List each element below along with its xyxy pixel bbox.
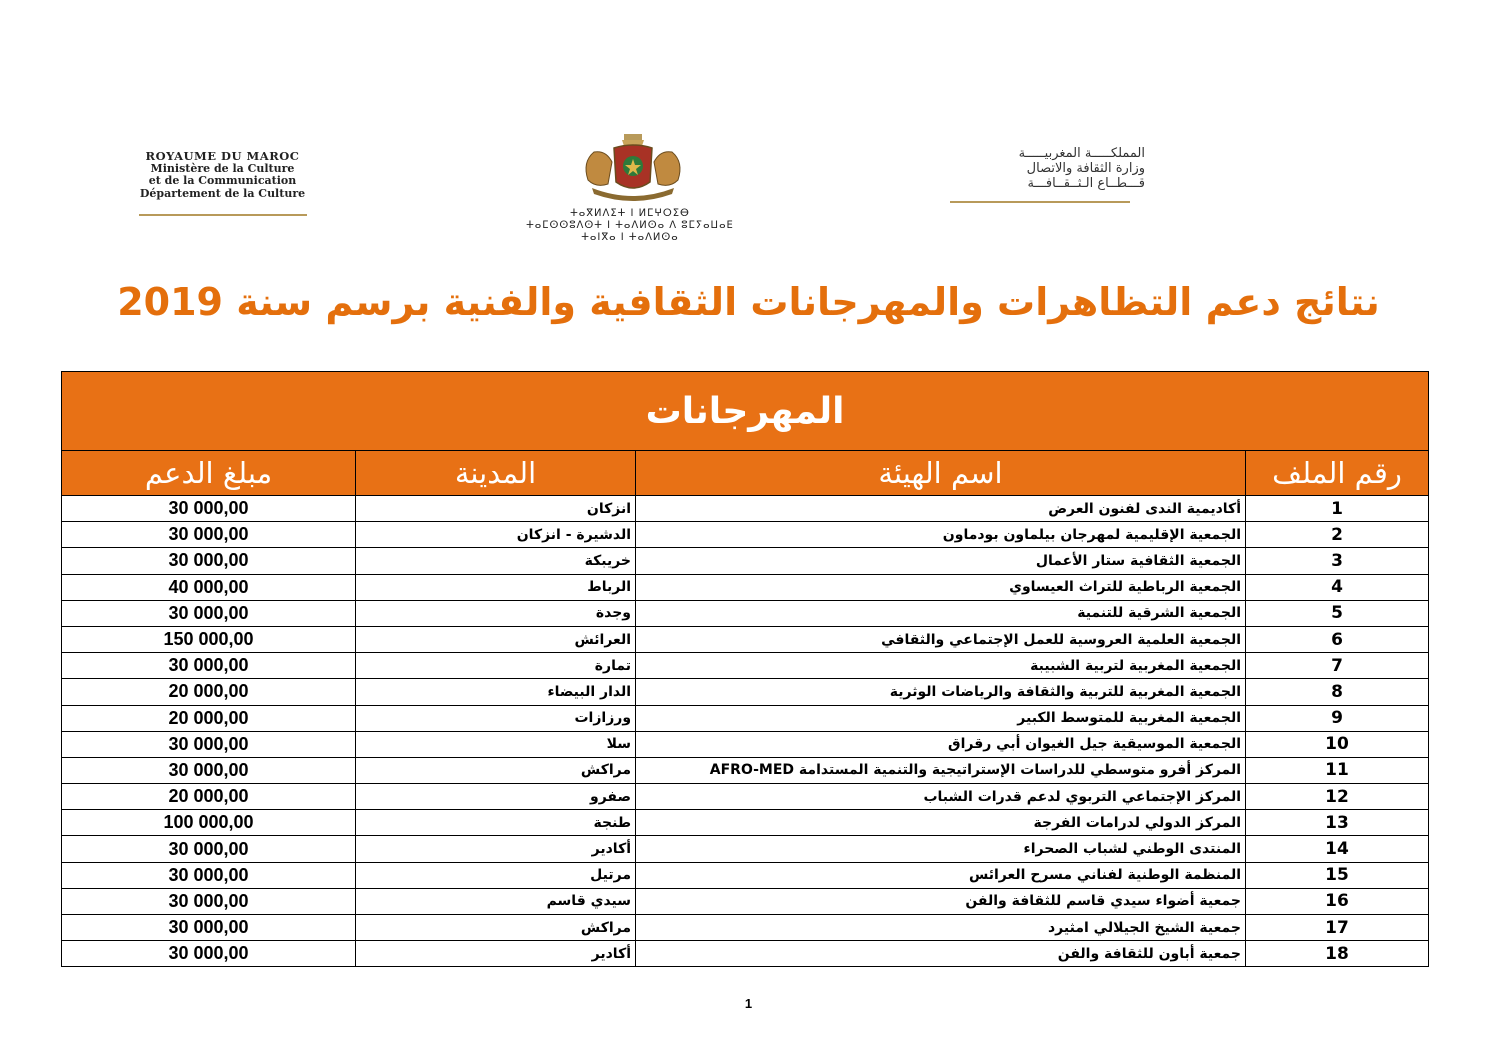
- letterhead-french: [110, 150, 335, 216]
- table-row: [62, 705, 1429, 731]
- tifinagh-line-2: ⵜⴰⵎⵙⵙⵓⴷⵙⵜ ⵏ ⵜⴰⴷⵍⵙⴰ ⴷ ⵓⵎⵢⴰⵡⴰⴹ: [526, 220, 734, 231]
- city-cell: مراكش: [356, 915, 636, 941]
- amount-cell: 30 000,00: [62, 522, 356, 548]
- file-number-cell: 14: [1246, 836, 1429, 862]
- file-number-cell: 5: [1246, 600, 1429, 626]
- organization-cell: المركز الإجتماعي التربوي لدعم قدرات الشباب: [636, 784, 1246, 810]
- amount-cell: 100 000,00: [62, 810, 356, 836]
- file-number-cell: 9: [1246, 705, 1429, 731]
- amount-cell: 30 000,00: [62, 757, 356, 783]
- organization-cell: جمعية أباون للثقافة والفن: [636, 941, 1246, 967]
- organization-cell: الجمعية المغربية للمتوسط الكبير: [636, 705, 1246, 731]
- organization-cell: الجمعية الإقليمية لمهرجان بيلماون بودماون: [636, 522, 1246, 548]
- page-number: 1: [744, 996, 753, 1011]
- letterhead-ar-line-2: وزارة الثقافة والاتصال: [1026, 161, 1145, 176]
- table-row: [62, 548, 1429, 574]
- festivals-table: [61, 371, 1429, 967]
- amount-cell: 40 000,00: [62, 574, 356, 600]
- file-number-cell: 8: [1246, 679, 1429, 705]
- table-row: [62, 653, 1429, 679]
- moroccan-coat-of-arms-icon: [572, 132, 694, 204]
- letterhead-fr-line-4: Département de la Culture: [139, 186, 306, 200]
- city-cell: صفرو: [356, 784, 636, 810]
- table-row: [62, 574, 1429, 600]
- amount-cell: 30 000,00: [62, 915, 356, 941]
- file-number-cell: 17: [1246, 915, 1429, 941]
- amount-cell: 30 000,00: [62, 600, 356, 626]
- table-row: [62, 600, 1429, 626]
- table-body: [62, 496, 1429, 967]
- organization-cell: الجمعية الشرقية للتنمية: [636, 600, 1246, 626]
- amount-cell: 30 000,00: [62, 548, 356, 574]
- table-row: [62, 496, 1429, 522]
- amount-cell: 30 000,00: [62, 862, 356, 888]
- file-number-cell: 4: [1246, 574, 1429, 600]
- table-row: [62, 757, 1429, 783]
- amount-cell: 20 000,00: [62, 679, 356, 705]
- organization-cell: جمعية أضواء سيدي قاسم للثقافة والفن: [636, 888, 1246, 914]
- city-cell: أكادير: [356, 941, 636, 967]
- city-cell: الرباط: [356, 574, 636, 600]
- letterhead-ar-divider: [950, 201, 1130, 203]
- organization-cell: الجمعية المغربية لتربية الشبيبة: [636, 653, 1246, 679]
- city-cell: ورزازات: [356, 705, 636, 731]
- file-number-cell: 13: [1246, 810, 1429, 836]
- file-number-cell: 11: [1246, 757, 1429, 783]
- file-number-cell: 18: [1246, 941, 1429, 967]
- city-cell: طنجة: [356, 810, 636, 836]
- file-number-cell: 1: [1246, 496, 1429, 522]
- page-title: نتائج دعم التظاهرات والمهرجانات الثقافية والفنية برسم سنة 2019: [117, 280, 1380, 324]
- amount-cell: 20 000,00: [62, 784, 356, 810]
- amount-cell: 30 000,00: [62, 941, 356, 967]
- file-number-cell: 7: [1246, 653, 1429, 679]
- letterhead-ar-line-1: المملكـــــة المغربيـــــة: [1018, 146, 1145, 161]
- file-number-cell: 2: [1246, 522, 1429, 548]
- table-row: [62, 626, 1429, 652]
- city-cell: خريبكة: [356, 548, 636, 574]
- city-cell: مراكش: [356, 757, 636, 783]
- column-header-organization: اسم الهيئة: [636, 451, 1246, 496]
- city-cell: العرائش: [356, 626, 636, 652]
- city-cell: سلا: [356, 731, 636, 757]
- amount-cell: 30 000,00: [62, 836, 356, 862]
- table-row: [62, 784, 1429, 810]
- tifinagh-line-3: ⵜⴰⵏⴳⴰ ⵏ ⵜⴰⴷⵍⵙⴰ: [581, 232, 679, 243]
- organization-cell: المنتدى الوطني لشباب الصحراء: [636, 836, 1246, 862]
- letterhead-tifinagh: [510, 208, 750, 244]
- file-number-cell: 6: [1246, 626, 1429, 652]
- organization-cell: الجمعية العلمية العروسية للعمل الإجتماعي والثقافي: [636, 626, 1246, 652]
- amount-cell: 30 000,00: [62, 731, 356, 757]
- city-cell: الدشيرة - انزكان: [356, 522, 636, 548]
- table-row: [62, 888, 1429, 914]
- organization-cell: المنظمة الوطنية لفناني مسرح العرائس: [636, 862, 1246, 888]
- city-cell: مرتيل: [356, 862, 636, 888]
- table-row: [62, 522, 1429, 548]
- city-cell: سيدي قاسم: [356, 888, 636, 914]
- letterhead-ar-line-3: قـــطــاع الـثــقــافـــة: [1027, 176, 1145, 191]
- table-row: [62, 679, 1429, 705]
- column-header-file-number: رقم الملف: [1246, 451, 1429, 496]
- amount-cell: 30 000,00: [62, 496, 356, 522]
- letterhead-fr-line-2: Ministère de la Culture: [150, 161, 295, 175]
- amount-cell: 20 000,00: [62, 705, 356, 731]
- table-row: [62, 862, 1429, 888]
- organization-cell: الجمعية الثقافية ستار الأعمال: [636, 548, 1246, 574]
- letterhead-arabic: [940, 146, 1145, 203]
- column-header-city: المدينة: [356, 451, 636, 496]
- letterhead-fr-divider: [139, 214, 307, 216]
- organization-cell: جمعية الشيخ الجيلالي امثيرد: [636, 915, 1246, 941]
- table-row: [62, 941, 1429, 967]
- organization-cell: المركز أفرو متوسطي للدراسات الإستراتيجية والتنمية المستدامة AFRO-MED: [636, 757, 1246, 783]
- table-row: [62, 810, 1429, 836]
- file-number-cell: 16: [1246, 888, 1429, 914]
- section-title: المهرجانات: [62, 372, 1429, 451]
- file-number-cell: 3: [1246, 548, 1429, 574]
- file-number-cell: 10: [1246, 731, 1429, 757]
- city-cell: الدار البيضاء: [356, 679, 636, 705]
- city-cell: تمارة: [356, 653, 636, 679]
- city-cell: انزكان: [356, 496, 636, 522]
- letterhead-fr-line-3: et de la Communication: [148, 174, 297, 187]
- column-header-amount: مبلغ الدعم: [62, 451, 356, 496]
- organization-cell: أكاديمية الندى لفنون العرض: [636, 496, 1246, 522]
- table-row: [62, 915, 1429, 941]
- table-row: [62, 731, 1429, 757]
- letterhead: [0, 130, 1497, 250]
- organization-cell: الجمعية المغربية للتربية والثقافة والرياضات الوثرية: [636, 679, 1246, 705]
- tifinagh-line-1: ⵜⴰⴳⵍⴷⵉⵜ ⵏ ⵍⵎⵖⵔⵉⴱ: [570, 208, 690, 219]
- organization-cell: الجمعية الرباطية للتراث العيساوي: [636, 574, 1246, 600]
- file-number-cell: 15: [1246, 862, 1429, 888]
- amount-cell: 30 000,00: [62, 653, 356, 679]
- city-cell: أكادير: [356, 836, 636, 862]
- amount-cell: 150 000,00: [62, 626, 356, 652]
- amount-cell: 30 000,00: [62, 888, 356, 914]
- city-cell: وجدة: [356, 600, 636, 626]
- organization-cell: الجمعية الموسيقية جيل الغيوان أبي رقراق: [636, 731, 1246, 757]
- letterhead-fr-line-1: ROYAUME DU MAROC: [145, 149, 300, 163]
- organization-cell: المركز الدولي لدرامات الفرجة: [636, 810, 1246, 836]
- file-number-cell: 12: [1246, 784, 1429, 810]
- table-row: [62, 836, 1429, 862]
